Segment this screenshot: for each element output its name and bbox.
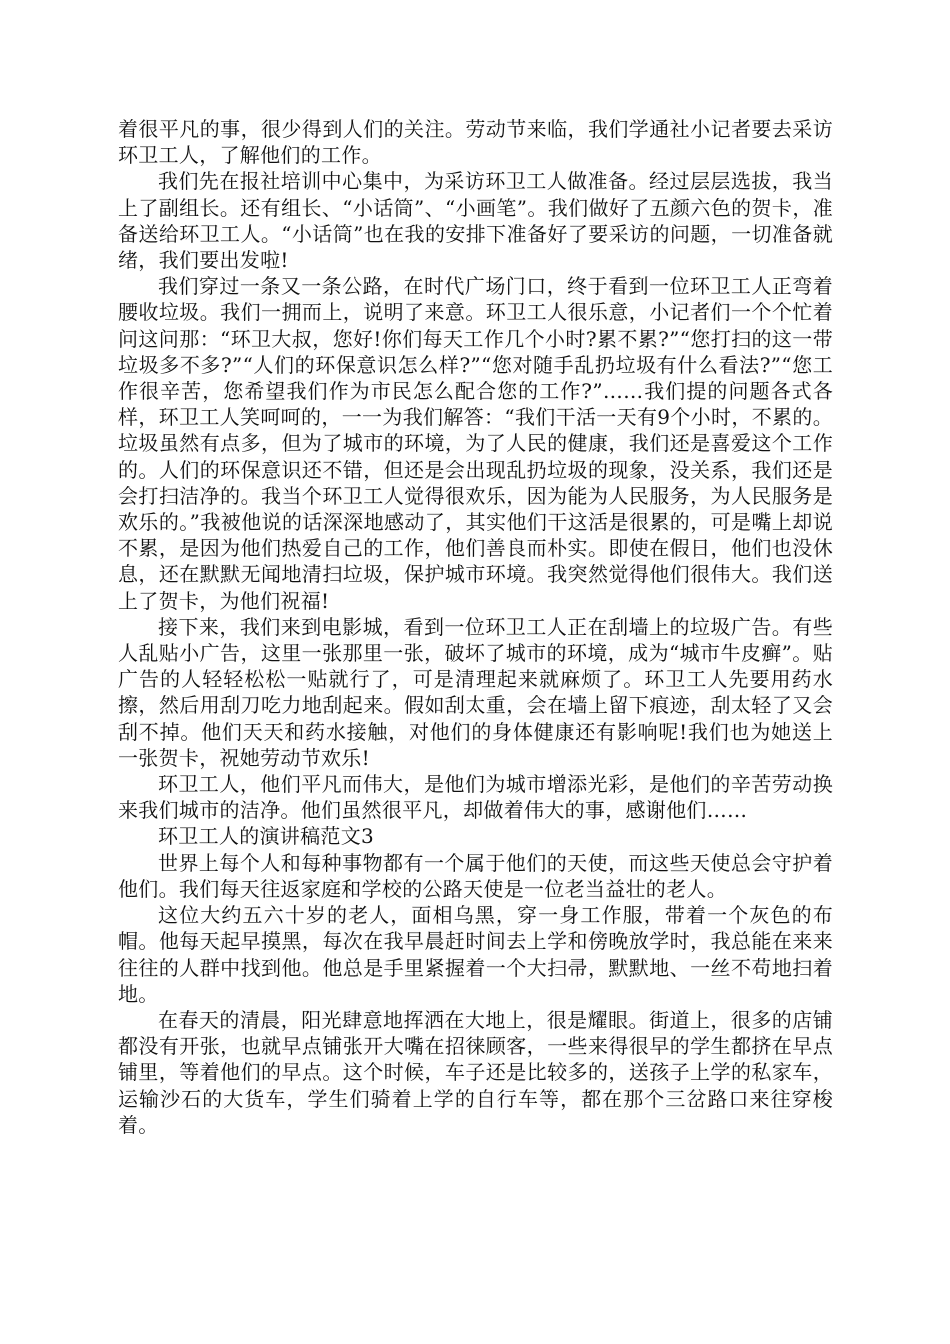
- paragraph-preparation: 我们先在报社培训中心集中，为采访环卫工人做准备。经过层层选拔，我当上了副组长。还有组长、“小话筒”、“小画笔”。我们做好了五颜六色的贺卡，准备送给环卫工人。“小话筒”也在我的安排下准备好了要采访的问题，一切准备就绪，我们要出发啦!: [118, 169, 833, 273]
- document-body: [118, 116, 833, 1138]
- paragraph-continued: 着很平凡的事，很少得到人们的关注。劳动节来临，我们学通社小记者要去采访环卫工人，了解他们的工作。: [118, 117, 833, 168]
- paragraph-interview: 我们穿过一条又一条公路，在时代广场门口，终于看到一位环卫工人正弯着腰收垃圾。我们一拥而上，说明了来意。环卫工人很乐意，小记者们一个个忙着问这问那：“环卫大叔，您好!你们每天工作几个小时?累不累?”“您打扫的这一带垃圾多不多?”“人们的环保意识怎么样?”“您对随手乱扔垃圾有什么看法?”“您工作很辛苦，您希望我们作为市民怎么配合您的工作?”……我们提的问题各式各样，环卫工人笑呵呵的，一一为我们解答：“我们干活一天有9个小时，不累的。垃圾虽然有点多，但为了城市的环境，为了人民的健康，我们还是喜爱这个工作的。人们的环保意识还不错，但还是会出现乱扔垃圾的现象，没关系，我们还是会打扫洁净的。我当个环卫工人觉得很欢乐，因为能为人民服务，为人民服务是欢乐的。”我被他说的话深深地感动了，其实他们干这活是很累的，可是嘴上却说不累，是因为他们热爱自己的工作，他们善良而朴实。即使在假日，他们也没休息，还在默默无闻地清扫垃圾，保护城市环境。我突然觉得他们很伟大。我们送上了贺卡，为他们祝福!: [118, 274, 833, 613]
- paragraph-angel: 世界上每个人和每种事物都有一个属于他们的天使，而这些天使总会守护着他们。我们每天往返家庭和学校的公路天使是一位老当益壮的老人。: [118, 850, 833, 901]
- paragraph-old-man: 这位大约五六十岁的老人，面相乌黑，穿一身工作服，带着一个灰色的布帽。他每天起早摸黑，每次在我早晨赶时间去上学和傍晚放学时，我总能在来来往往的人群中找到他。他总是手里紧握着一个大扫帚，默默地、一丝不苟地扫着地。: [118, 903, 833, 1006]
- paragraph-spring-morning: 在春天的清晨，阳光肆意地挥洒在大地上，很是耀眼。街道上，很多的店铺都没有开张，也就早点铺张开大嘴在招徕顾客，一些来得很早的学生都挤在早点铺里，等着他们的早点。这个时候，车子还是比较多的，送孩子上学的私家车，运输沙石的大货车，学生们骑着上学的自行车等，都在那个三岔路口来往穿梭着。: [118, 1007, 833, 1137]
- paragraph-conclusion: 环卫工人，他们平凡而伟大，是他们为城市增添光彩，是他们的辛苦劳动换来我们城市的洁净。他们虽然很平凡，却做着伟大的事，感谢他们……: [118, 772, 833, 823]
- section-heading: 环卫工人的演讲稿范文3: [158, 824, 375, 849]
- paragraph-cinema: 接下来，我们来到电影城，看到一位环卫工人正在刮墙上的垃圾广告。有些人乱贴小广告，这里一张那里一张，破坏了城市的环境，成为“城市牛皮癣”。贴广告的人轻轻松松一贴就行了，可是清理起来就麻烦了。环卫工人先要用药水擦，然后用刮刀吃力地刮起来。假如刮太重，会在墙上留下痕迹，刮太轻了又会刮不掉。他们天天和药水接触，对他们的身体健康还有影响呢!我们也为她送上一张贺卡，祝她劳动节欢乐!: [118, 614, 833, 770]
